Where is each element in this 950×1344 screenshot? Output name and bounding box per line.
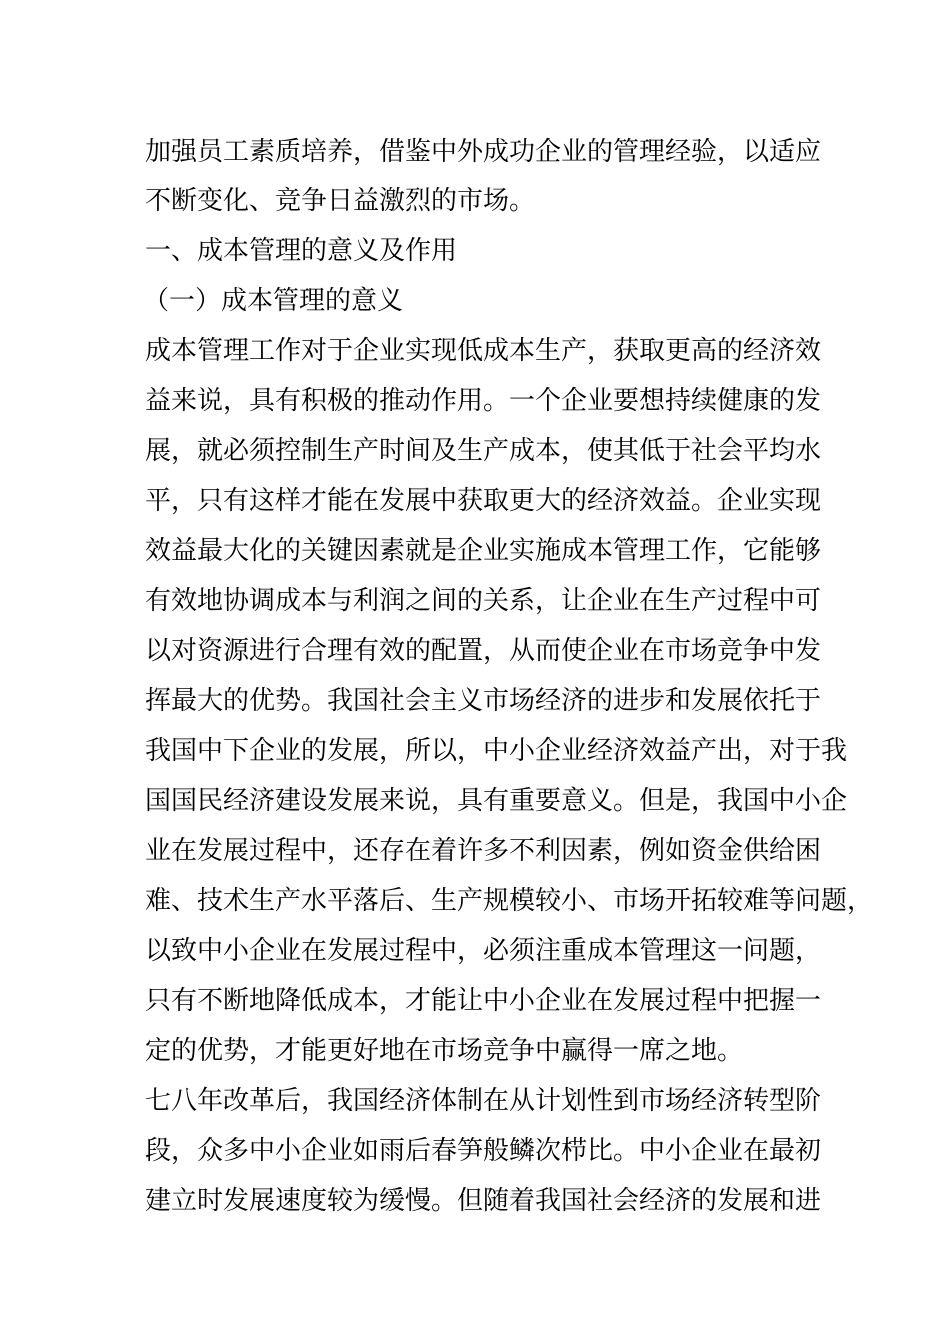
text-line-19: 定的优势，才能更好地在市场竞争中赢得一席之地。 [145, 1036, 744, 1066]
text-line-21: 段，众多中小企业如雨后春笋般鳞次栉比。中小企业在最初 [145, 1136, 822, 1166]
subsection-heading: （一）成本管理的意义 [143, 286, 404, 316]
text-line-20: 七八年改革后，我国经济体制在从计划性到市场经济转型阶 [145, 1086, 822, 1116]
text-line-12: 挥最大的优势。我国社会主义市场经济的进步和发展依托于 [145, 686, 822, 716]
text-line-6: 益来说，具有积极的推动作用。一个企业要想持续健康的发 [145, 386, 822, 416]
text-line-7: 展，就必须控制生产时间及生产成本，使其低于社会平均水 [145, 436, 822, 466]
text-line-17: 以致中小企业在发展过程中，必须注重成本管理这一问题， [145, 936, 822, 966]
text-line-14: 国国民经济建设发展来说，具有重要意义。但是，我国中小企 [145, 786, 848, 816]
text-line-5: 成本管理工作对于企业实现低成本生产，获取更高的经济效 [145, 336, 822, 366]
text-line-18: 只有不断地降低成本，才能让中小企业在发展过程中把握一 [145, 986, 822, 1016]
text-line-22: 建立时发展速度较为缓慢。但随着我国社会经济的发展和进 [145, 1186, 822, 1216]
text-line-11: 以对资源进行合理有效的配置，从而使企业在市场竞争中发 [145, 636, 822, 666]
text-line-8: 平，只有这样才能在发展中获取更大的经济效益。企业实现 [145, 486, 822, 516]
text-line-9: 效益最大化的关键因素就是企业实施成本管理工作，它能够 [145, 536, 822, 566]
text-line-10: 有效地协调成本与利润之间的关系，让企业在生产过程中可 [145, 586, 822, 616]
text-line-2: 不断变化、竞争日益激烈的市场。 [145, 186, 536, 216]
text-line-15: 业在发展过程中，还存在着许多不利因素，例如资金供给困 [145, 836, 822, 866]
section-heading: 一、成本管理的意义及作用 [145, 236, 458, 266]
text-line-16: 难、技术生产水平落后、生产规模较小、市场开拓较难等问题， [145, 886, 874, 916]
text-line-13: 我国中下企业的发展，所以，中小企业经济效益产出，对于我 [145, 736, 848, 766]
text-line-1: 加强员工素质培养，借鉴中外成功企业的管理经验，以适应 [145, 137, 822, 167]
